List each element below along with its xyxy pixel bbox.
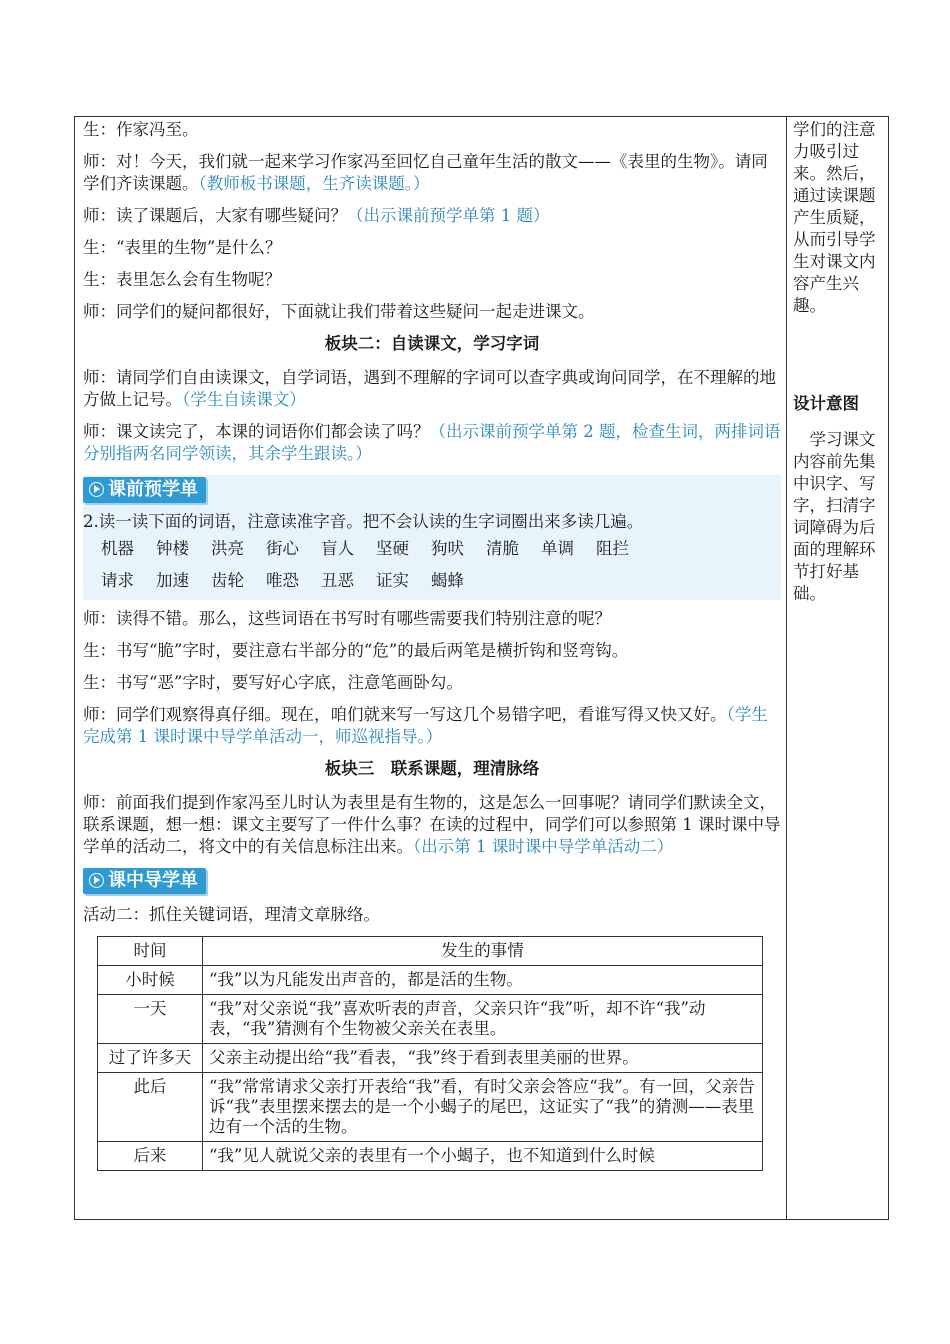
vocab-word: 请求 <box>101 571 134 590</box>
vocab-word: 清脆 <box>486 539 519 558</box>
design-intent-title: 设计意图 <box>793 394 859 413</box>
dialogue-text: 生：作家冯至。 <box>83 120 199 139</box>
table-row <box>98 1073 763 1142</box>
dialogue-text: 师：同学们的疑问都很好，下面就让我们带着这些疑问一起走进课文。 <box>83 302 595 321</box>
time-cell: 此后 <box>98 1073 203 1142</box>
side-column <box>793 119 878 605</box>
vocab-word: 蝎蜂 <box>431 571 464 590</box>
table-row <box>98 1142 763 1171</box>
preview-sheet-label: 课前预学单 <box>108 479 198 500</box>
side-note-1: 学们的注意力吸引过来。然后，通过读课题产生质疑，从而引导学生对课文内容产生兴趣。 <box>793 120 876 315</box>
main-column <box>83 119 781 1171</box>
dialogue-text: 生：表里怎么会有生物呢？ <box>83 270 281 289</box>
dialogue-line <box>83 421 781 465</box>
events-table <box>97 936 763 1171</box>
vocab-word: 齿轮 <box>211 571 244 590</box>
dialogue-line <box>83 608 781 630</box>
vocab-word: 加速 <box>156 571 189 590</box>
play-icon <box>89 482 104 497</box>
word-row-2 <box>83 565 777 597</box>
teaching-note: （出示第 1 课时课中导学单活动二） <box>413 837 674 856</box>
teaching-note: （出示课前预学单第 2 题，检查生词，两排词语分别指两名同学领读，其余学生跟读。） <box>83 422 781 463</box>
dialogue-line <box>83 119 781 141</box>
preview-sheet-tag <box>83 477 206 503</box>
dialogue-text: 生：“表里的生物”是什么？ <box>83 238 282 257</box>
vocab-word: 钟楼 <box>156 539 189 558</box>
dialogue-text: 生：书写“恶”字时，要写好心字底，注意笔画卧勾。 <box>83 673 463 692</box>
dialogue-text: 生：书写“脆”字时，要注意右半部分的“危”的最后两笔是横折钩和竖弯钩。 <box>83 641 629 660</box>
guide-sheet-tag <box>83 868 206 894</box>
column-divider <box>786 117 787 1219</box>
vocab-word: 阻拦 <box>596 539 629 558</box>
dialogue-line <box>83 704 781 748</box>
vocab-word: 唯恐 <box>266 571 299 590</box>
teaching-note: （教师板书课题，生齐读课题。） <box>198 174 430 193</box>
table-header-event: 发生的事情 <box>203 937 763 966</box>
time-cell: 一天 <box>98 995 203 1044</box>
event-cell: “我”以为凡能发出声音的，都是活的生物。 <box>203 966 763 995</box>
dialogue-line <box>83 640 781 662</box>
event-cell: “我”见人就说父亲的表里有一个小蝎子，也不知道到什么时候 <box>203 1142 763 1171</box>
dialogue-line <box>83 301 781 323</box>
table-header-time: 时间 <box>98 937 203 966</box>
dialogue-line <box>83 792 781 858</box>
dialogue-line <box>83 151 781 195</box>
play-icon <box>89 873 104 888</box>
vocab-word: 丑恶 <box>321 571 354 590</box>
table-row <box>98 995 763 1044</box>
dialogue-text: 师：读得不错。那么，这些词语在书写时有哪些需要我们特别注意的呢？ <box>83 609 611 628</box>
preview-sheet-box <box>83 475 781 600</box>
dialogue-text: 师：前面我们提到作家冯至儿时认为表里是有生物的，这是怎么一回事呢？请同学们默读全文，联系课题，想一想：课文主要写了一件什么事？在读的过程中，同学们可以参照第 1 课时课中导学单的活动二，将文中的有关信息标注出来。 <box>83 793 781 856</box>
dialogue-line <box>83 237 781 259</box>
time-cell: 后来 <box>98 1142 203 1171</box>
dialogue-text: 师：读了课题后，大家有哪些疑问？ <box>83 206 347 225</box>
dialogue-line <box>83 672 781 694</box>
event-cell: “我”对父亲说“我”喜欢听表的声音，父亲只许“我”听，却不许“我”动表，“我”猜测有个生物被父亲关在表里。 <box>203 995 763 1044</box>
event-cell: “我”常常请求父亲打开表给“我”看，有时父亲会答应“我”。有一回，父亲告诉“我”表里摆来摆去的是一个小蝎子的尾巴，这证实了“我”的猜测——表里边有一个活的生物。 <box>203 1073 763 1142</box>
event-cell: 父亲主动提出给“我”看表，“我”终于看到表里美丽的世界。 <box>203 1044 763 1073</box>
vocab-word: 狗吠 <box>431 539 464 558</box>
dialogue-text: 师：同学们观察得真仔细。现在，咱们就来写一写这几个易错字吧，看谁写得又快又好。 <box>83 705 727 724</box>
table-row <box>98 966 763 995</box>
activity-title: 活动二：抓住关键词语，理清文章脉络。 <box>83 905 380 924</box>
dialogue-line <box>83 367 781 411</box>
lesson-table <box>74 116 889 1220</box>
table-row <box>98 1044 763 1073</box>
dialogue-text: 师：课文读完了，本课的词语你们都会读了吗？ <box>83 422 430 441</box>
vocab-word: 洪亮 <box>211 539 244 558</box>
dialogue-text: 师：对！今天，我们就一起来学习作家冯至回忆自己童年生活的散文——《表里的生物》。请同学们齐读课题。 <box>83 152 768 193</box>
vocab-word: 街心 <box>266 539 299 558</box>
time-cell: 过了许多天 <box>98 1044 203 1073</box>
section2-heading: 板块二：自读课文，学习字词 <box>324 334 540 353</box>
dialogue-text: 师：请同学们自由读课文，自学词语，遇到不理解的字词可以查字典或询问同学，在不理解的地方做上记号。 <box>83 368 776 409</box>
vocab-word: 盲人 <box>321 539 354 558</box>
dialogue-line <box>83 205 781 227</box>
preview-instruction: 2.读一读下面的词语，注意读准字音。把不会认读的生字词圈出来多读几遍。 <box>83 512 644 531</box>
teaching-note: （学生完成第 1 课时课中导学单活动一，师巡视指导。） <box>83 705 768 746</box>
section3-heading: 板块三 联系课题，理清脉络 <box>324 759 540 778</box>
vocab-word: 单调 <box>541 539 574 558</box>
word-row-1 <box>83 533 777 565</box>
side-note-2: 学习课文内容前先集中识字、写字，扫清字词障碍为后面的理解环节打好基础。 <box>793 430 876 603</box>
guide-sheet-label: 课中导学单 <box>108 870 198 891</box>
teaching-note: （学生自读课文） <box>182 390 306 409</box>
time-cell: 小时候 <box>98 966 203 995</box>
vocab-word: 坚硬 <box>376 539 409 558</box>
teaching-note: （出示课前预学单第 1 题） <box>347 206 550 225</box>
vocab-word: 机器 <box>101 539 134 558</box>
dialogue-line <box>83 269 781 291</box>
vocab-word: 证实 <box>376 571 409 590</box>
